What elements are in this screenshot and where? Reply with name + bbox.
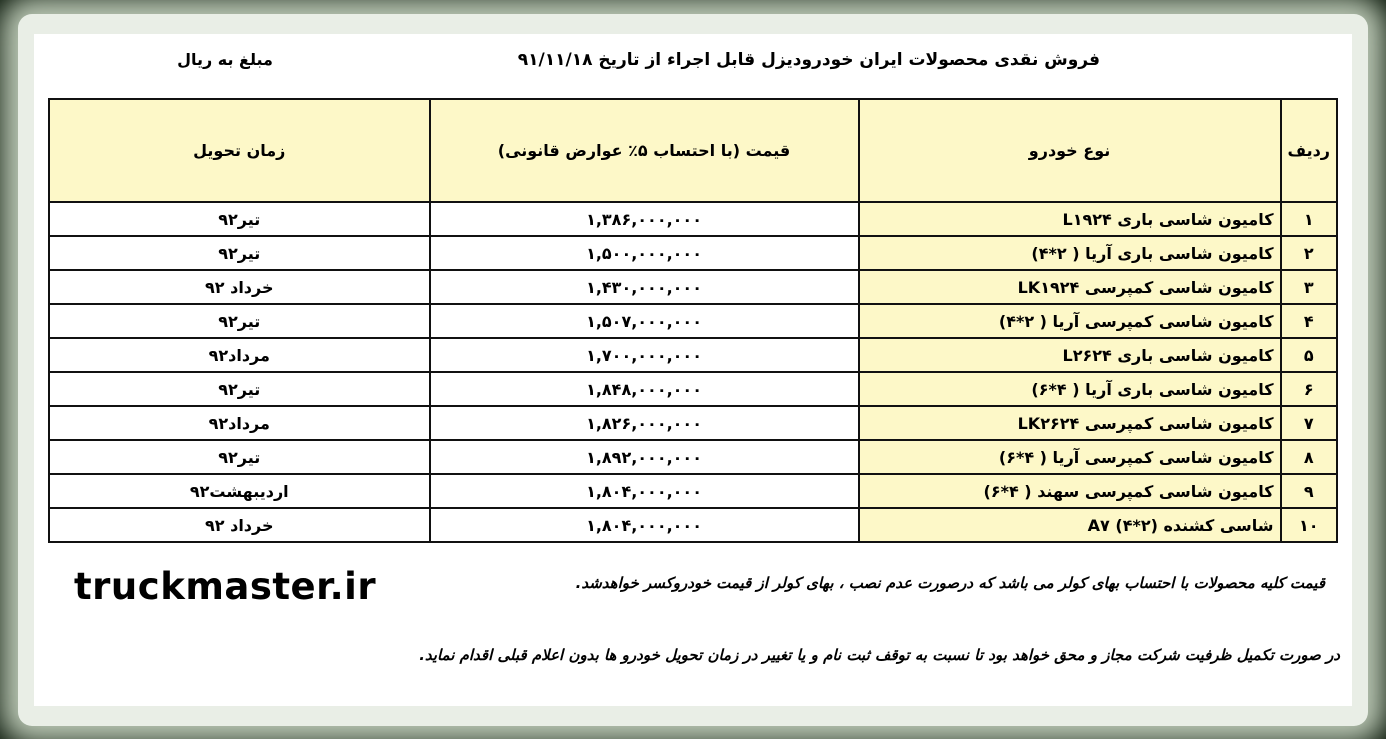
column-header-row-number: ردیف <box>1281 99 1337 202</box>
row-number-cell: ۹ <box>1281 474 1337 508</box>
model-cell: کامیون شاسی باری آریا ( ۴*۶) <box>859 372 1281 406</box>
row-number-cell: ۴ <box>1281 304 1337 338</box>
model-cell: کامیون شاسی باری L۲۶۲۴ <box>859 338 1281 372</box>
row-number-cell: ۱ <box>1281 202 1337 236</box>
delivery-cell: مرداد۹۲ <box>49 406 430 440</box>
price-cell: ۱,۸۲۶,۰۰۰,۰۰۰ <box>430 406 859 440</box>
table-row <box>49 372 1337 406</box>
price-cell: ۱,۴۳۰,۰۰۰,۰۰۰ <box>430 270 859 304</box>
delivery-cell: تیر۹۲ <box>49 372 430 406</box>
model-cell: کامیون شاسی باری L۱۹۲۴ <box>859 202 1281 236</box>
row-number-cell: ۲ <box>1281 236 1337 270</box>
model-cell: کامیون شاسی کمپرسی آریا ( ۴*۶) <box>859 440 1281 474</box>
delivery-cell: تیر۹۲ <box>49 236 430 270</box>
table-row <box>49 440 1337 474</box>
table-row <box>49 304 1337 338</box>
model-cell: کامیون شاسی کمپرسی آریا ( ۲*۴) <box>859 304 1281 338</box>
price-cell: ۱,۸۴۸,۰۰۰,۰۰۰ <box>430 372 859 406</box>
model-cell: کامیون شاسی کمپرسی LK۱۹۲۴ <box>859 270 1281 304</box>
price-cell: ۱,۸۰۴,۰۰۰,۰۰۰ <box>430 508 859 542</box>
table-body <box>49 202 1337 542</box>
table-row <box>49 406 1337 440</box>
price-cell: ۱,۵۰۷,۰۰۰,۰۰۰ <box>430 304 859 338</box>
cooler-price-note: قیمت کلیه محصولات با احتساب بهای کولر می باشد که درصورت عدم نصب ، بهای کولر از قیمت خودروکسر خواهدشد. <box>575 574 1325 592</box>
row-number-cell: ۵ <box>1281 338 1337 372</box>
model-cell: کامیون شاسی کمپرسی LK۲۶۲۴ <box>859 406 1281 440</box>
delivery-cell: مرداد۹۲ <box>49 338 430 372</box>
table-header-row <box>49 99 1337 202</box>
column-header-delivery: زمان تحویل <box>49 99 430 202</box>
currency-note: مبلغ به ریال <box>177 50 273 69</box>
row-number-cell: ۷ <box>1281 406 1337 440</box>
delivery-cell: خرداد ۹۲ <box>49 508 430 542</box>
table-row <box>49 236 1337 270</box>
table-row <box>49 270 1337 304</box>
model-cell: کامیون شاسی کمپرسی سهند ( ۴*۶) <box>859 474 1281 508</box>
price-cell: ۱,۷۰۰,۰۰۰,۰۰۰ <box>430 338 859 372</box>
table-row <box>49 474 1337 508</box>
model-cell: کامیون شاسی باری آریا ( ۲*۴) <box>859 236 1281 270</box>
page-title: فروش نقدی محصولات ایران خودرودیزل قابل اجراء از تاریخ ۹۱/۱۱/۱۸ <box>517 50 1100 70</box>
row-number-cell: ۱۰ <box>1281 508 1337 542</box>
column-header-model: نوع خودرو <box>859 99 1281 202</box>
row-number-cell: ۶ <box>1281 372 1337 406</box>
column-header-price: قیمت (با احتساب ۵٪ عوارض قانونی) <box>430 99 859 202</box>
delivery-cell: اردیبهشت۹۲ <box>49 474 430 508</box>
delivery-cell: تیر۹۲ <box>49 202 430 236</box>
price-cell: ۱,۸۹۲,۰۰۰,۰۰۰ <box>430 440 859 474</box>
row-number-cell: ۳ <box>1281 270 1337 304</box>
table-row <box>49 338 1337 372</box>
delivery-cell: تیر۹۲ <box>49 440 430 474</box>
price-cell: ۱,۵۰۰,۰۰۰,۰۰۰ <box>430 236 859 270</box>
table-row <box>49 202 1337 236</box>
delivery-cell: خرداد ۹۲ <box>49 270 430 304</box>
price-cell: ۱,۸۰۴,۰۰۰,۰۰۰ <box>430 474 859 508</box>
delivery-cell: تیر۹۲ <box>49 304 430 338</box>
row-number-cell: ۸ <box>1281 440 1337 474</box>
website-brand: truckmaster.ir <box>74 565 377 608</box>
price-table <box>48 98 1338 543</box>
model-cell: شاسی کشنده (۲*۴) A۷ <box>859 508 1281 542</box>
capacity-disclaimer-note: در صورت تکمیل ظرفیت شرکت مجاز و محق خواهد بود تا نسبت به توقف ثبت نام و یا تغییر در زمان تحویل خودرو ها بدون اعلام قبلی اقدام نماید. <box>419 646 1340 664</box>
price-cell: ۱,۳۸۶,۰۰۰,۰۰۰ <box>430 202 859 236</box>
table-row <box>49 508 1337 542</box>
